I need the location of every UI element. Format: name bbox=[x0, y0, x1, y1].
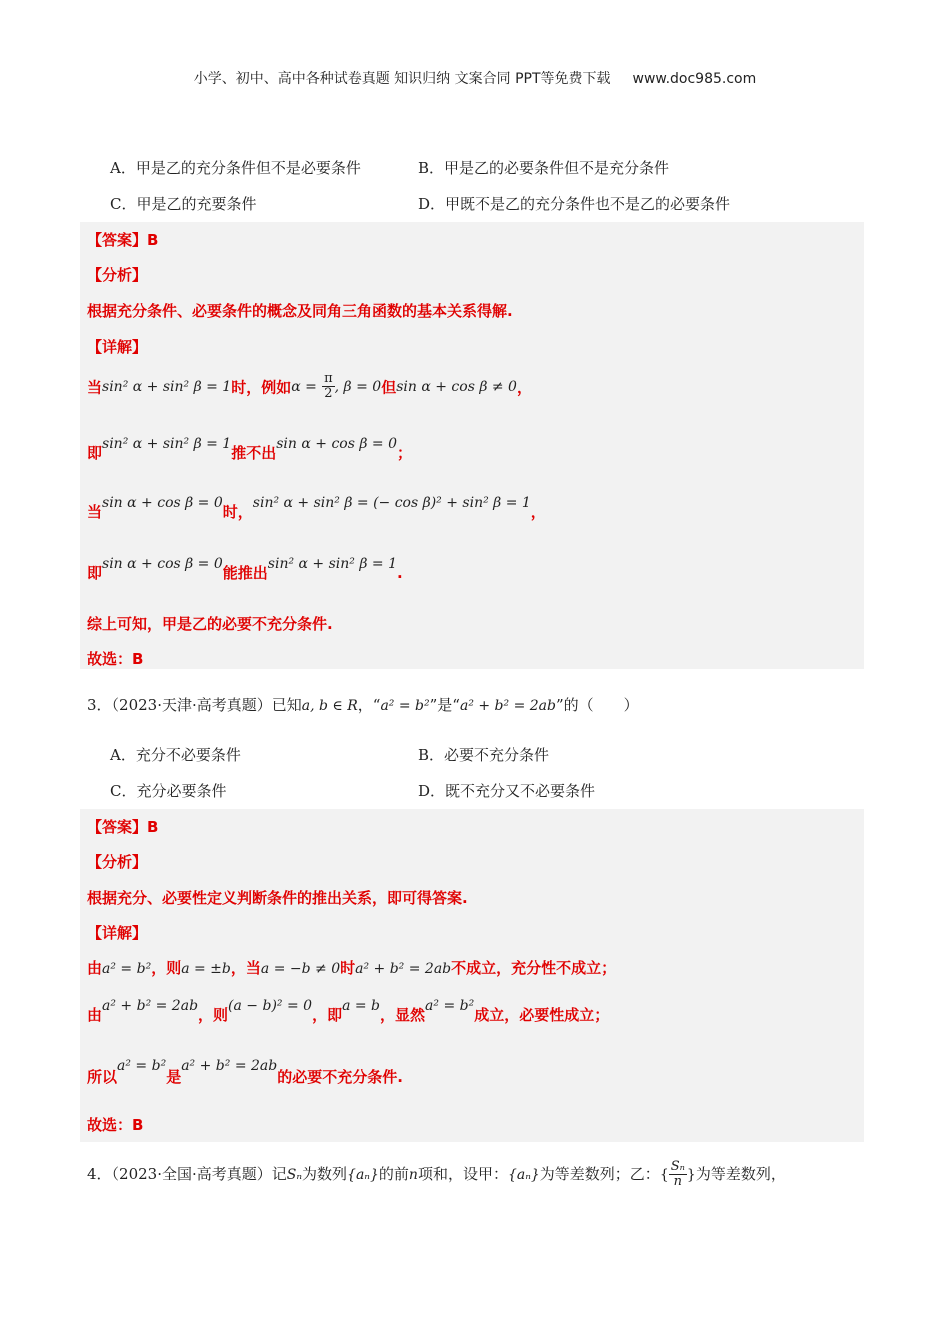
q2-option-a: A．甲是乙的充分条件但不是必要条件 bbox=[110, 159, 361, 177]
math: a = b bbox=[342, 998, 381, 1014]
q2-detail-line-3: 当sin α + cos β = 0时，sin² α + sin² β = (− cos β)² + sin² β = 1， bbox=[87, 495, 546, 521]
math: a² + b² = 2ab bbox=[459, 698, 556, 714]
math: α = bbox=[291, 378, 317, 395]
math: sin² α + sin² β = (− cos β)² + sin² β = 1 bbox=[252, 495, 531, 511]
math: { bbox=[659, 1166, 669, 1183]
math: sin² α + sin² β = 1 bbox=[102, 436, 232, 452]
q3-answer: 【答案】B bbox=[87, 818, 159, 836]
q3-analysis-title: 【分析】 bbox=[87, 853, 148, 871]
q3-detail-line-2: 由a² + b² = 2ab，则(a − b)² = 0，即a = b，显然a² = b²成立，必要性成立； bbox=[87, 998, 610, 1024]
math: (a − b)² = 0 bbox=[228, 998, 313, 1014]
math: a² = b² bbox=[102, 961, 152, 977]
math: a² = b² bbox=[425, 998, 475, 1014]
q3-option-a: A．充分不必要条件 bbox=[110, 746, 241, 764]
q3-option-b: B．必要不充分条件 bbox=[418, 746, 550, 764]
q3-detail-line-3: 所以a² = b²是a² + b² = 2ab的必要不充分条件. bbox=[87, 1058, 403, 1086]
q4-stem: 4．（2023·全国·高考真题）记Sₙ为数列{aₙ}的前n项和，设甲：{aₙ}为等差数列；乙：{ $\frac{\text{Sₙ}}{n}$ }为等差数列， bbox=[87, 1159, 786, 1190]
q2-detail-line-1: 当sin² α + sin² β = 1时，例如α = $\frac{\pi}{2}$ , β = 0但sin α + cos β ≠ 0， bbox=[87, 371, 532, 402]
q2-detail-title: 【详解】 bbox=[87, 338, 148, 356]
math: a = −b ≠ 0 bbox=[260, 961, 341, 977]
math: a² = b² bbox=[117, 1058, 167, 1074]
math: } bbox=[686, 1166, 696, 1183]
math: a² + b² = 2ab bbox=[355, 961, 452, 977]
fraction: $\frac{\text{Sₙ}}{n}$ bbox=[670, 1159, 685, 1190]
q3-detail-title: 【详解】 bbox=[87, 924, 148, 942]
math: n bbox=[408, 1166, 418, 1183]
math: a² + b² = 2ab bbox=[181, 1058, 278, 1074]
q2-analysis-title: 【分析】 bbox=[87, 266, 148, 284]
q3-analysis-text: 根据充分、必要性定义判断条件的推出关系，即可得答案. bbox=[87, 889, 468, 907]
q3-stem: 3．（2023·天津·高考真题）已知a, b ∈ R，“a² = b²”是“a² + b² = 2ab”的（ ） bbox=[87, 696, 639, 714]
header-url[interactable]: www.doc985.com bbox=[632, 71, 757, 87]
math: sin² α + sin² β = 1 bbox=[102, 378, 232, 395]
math: sin α + cos β = 0 bbox=[276, 436, 397, 452]
q3-detail-line-1: 由a² = b²，则a = ±b，当a = −b ≠ 0时a² + b² = 2ab不成立，充分性不成立； bbox=[87, 959, 617, 977]
fraction: $\frac{\pi}{2}$ bbox=[324, 371, 333, 402]
q2-answer: 【答案】B bbox=[87, 231, 159, 249]
q2-analysis-text: 根据充分条件、必要条件的概念及同角三角函数的基本关系得解. bbox=[87, 302, 513, 320]
q2-detail-line-2: 即sin² α + sin² β = 1推不出sin α + cos β = 0； bbox=[87, 436, 412, 462]
math: a = ±b bbox=[181, 961, 231, 977]
header-text: 小学、初中、高中各种试卷真题 知识归纳 文案合同 PPT等免费下载 bbox=[193, 71, 611, 87]
math: sin² α + sin² β = 1 bbox=[267, 556, 397, 572]
page-header bbox=[0, 68, 950, 88]
math: a² = b² bbox=[380, 698, 430, 714]
q2-detail-line-4: 即sin α + cos β = 0能推出sin² α + sin² β = 1. bbox=[87, 556, 403, 582]
q2-option-b: B．甲是乙的必要条件但不是充分条件 bbox=[418, 159, 670, 177]
math: a, b ∈ R bbox=[301, 698, 358, 714]
math: sin α + cos β = 0 bbox=[102, 556, 223, 572]
q3-option-c: C．充分必要条件 bbox=[110, 782, 227, 800]
math: {aₙ} bbox=[347, 1166, 379, 1183]
math: sin α + cos β ≠ 0 bbox=[396, 378, 517, 395]
q2-option-d: D．甲既不是乙的充分条件也不是乙的必要条件 bbox=[418, 195, 731, 213]
math: sin α + cos β = 0 bbox=[102, 495, 223, 511]
q2-summary: 综上可知，甲是乙的必要不充分条件. bbox=[87, 615, 333, 633]
math: Sₙ bbox=[286, 1166, 303, 1183]
q2-choose: 故选：B bbox=[87, 650, 144, 668]
q3-choose: 故选：B bbox=[87, 1116, 144, 1134]
q3-option-d: D．既不充分又不必要条件 bbox=[418, 782, 596, 800]
math: {aₙ} bbox=[507, 1166, 540, 1183]
math: a² + b² = 2ab bbox=[102, 998, 199, 1014]
q2-option-c: C．甲是乙的充要条件 bbox=[110, 195, 257, 213]
